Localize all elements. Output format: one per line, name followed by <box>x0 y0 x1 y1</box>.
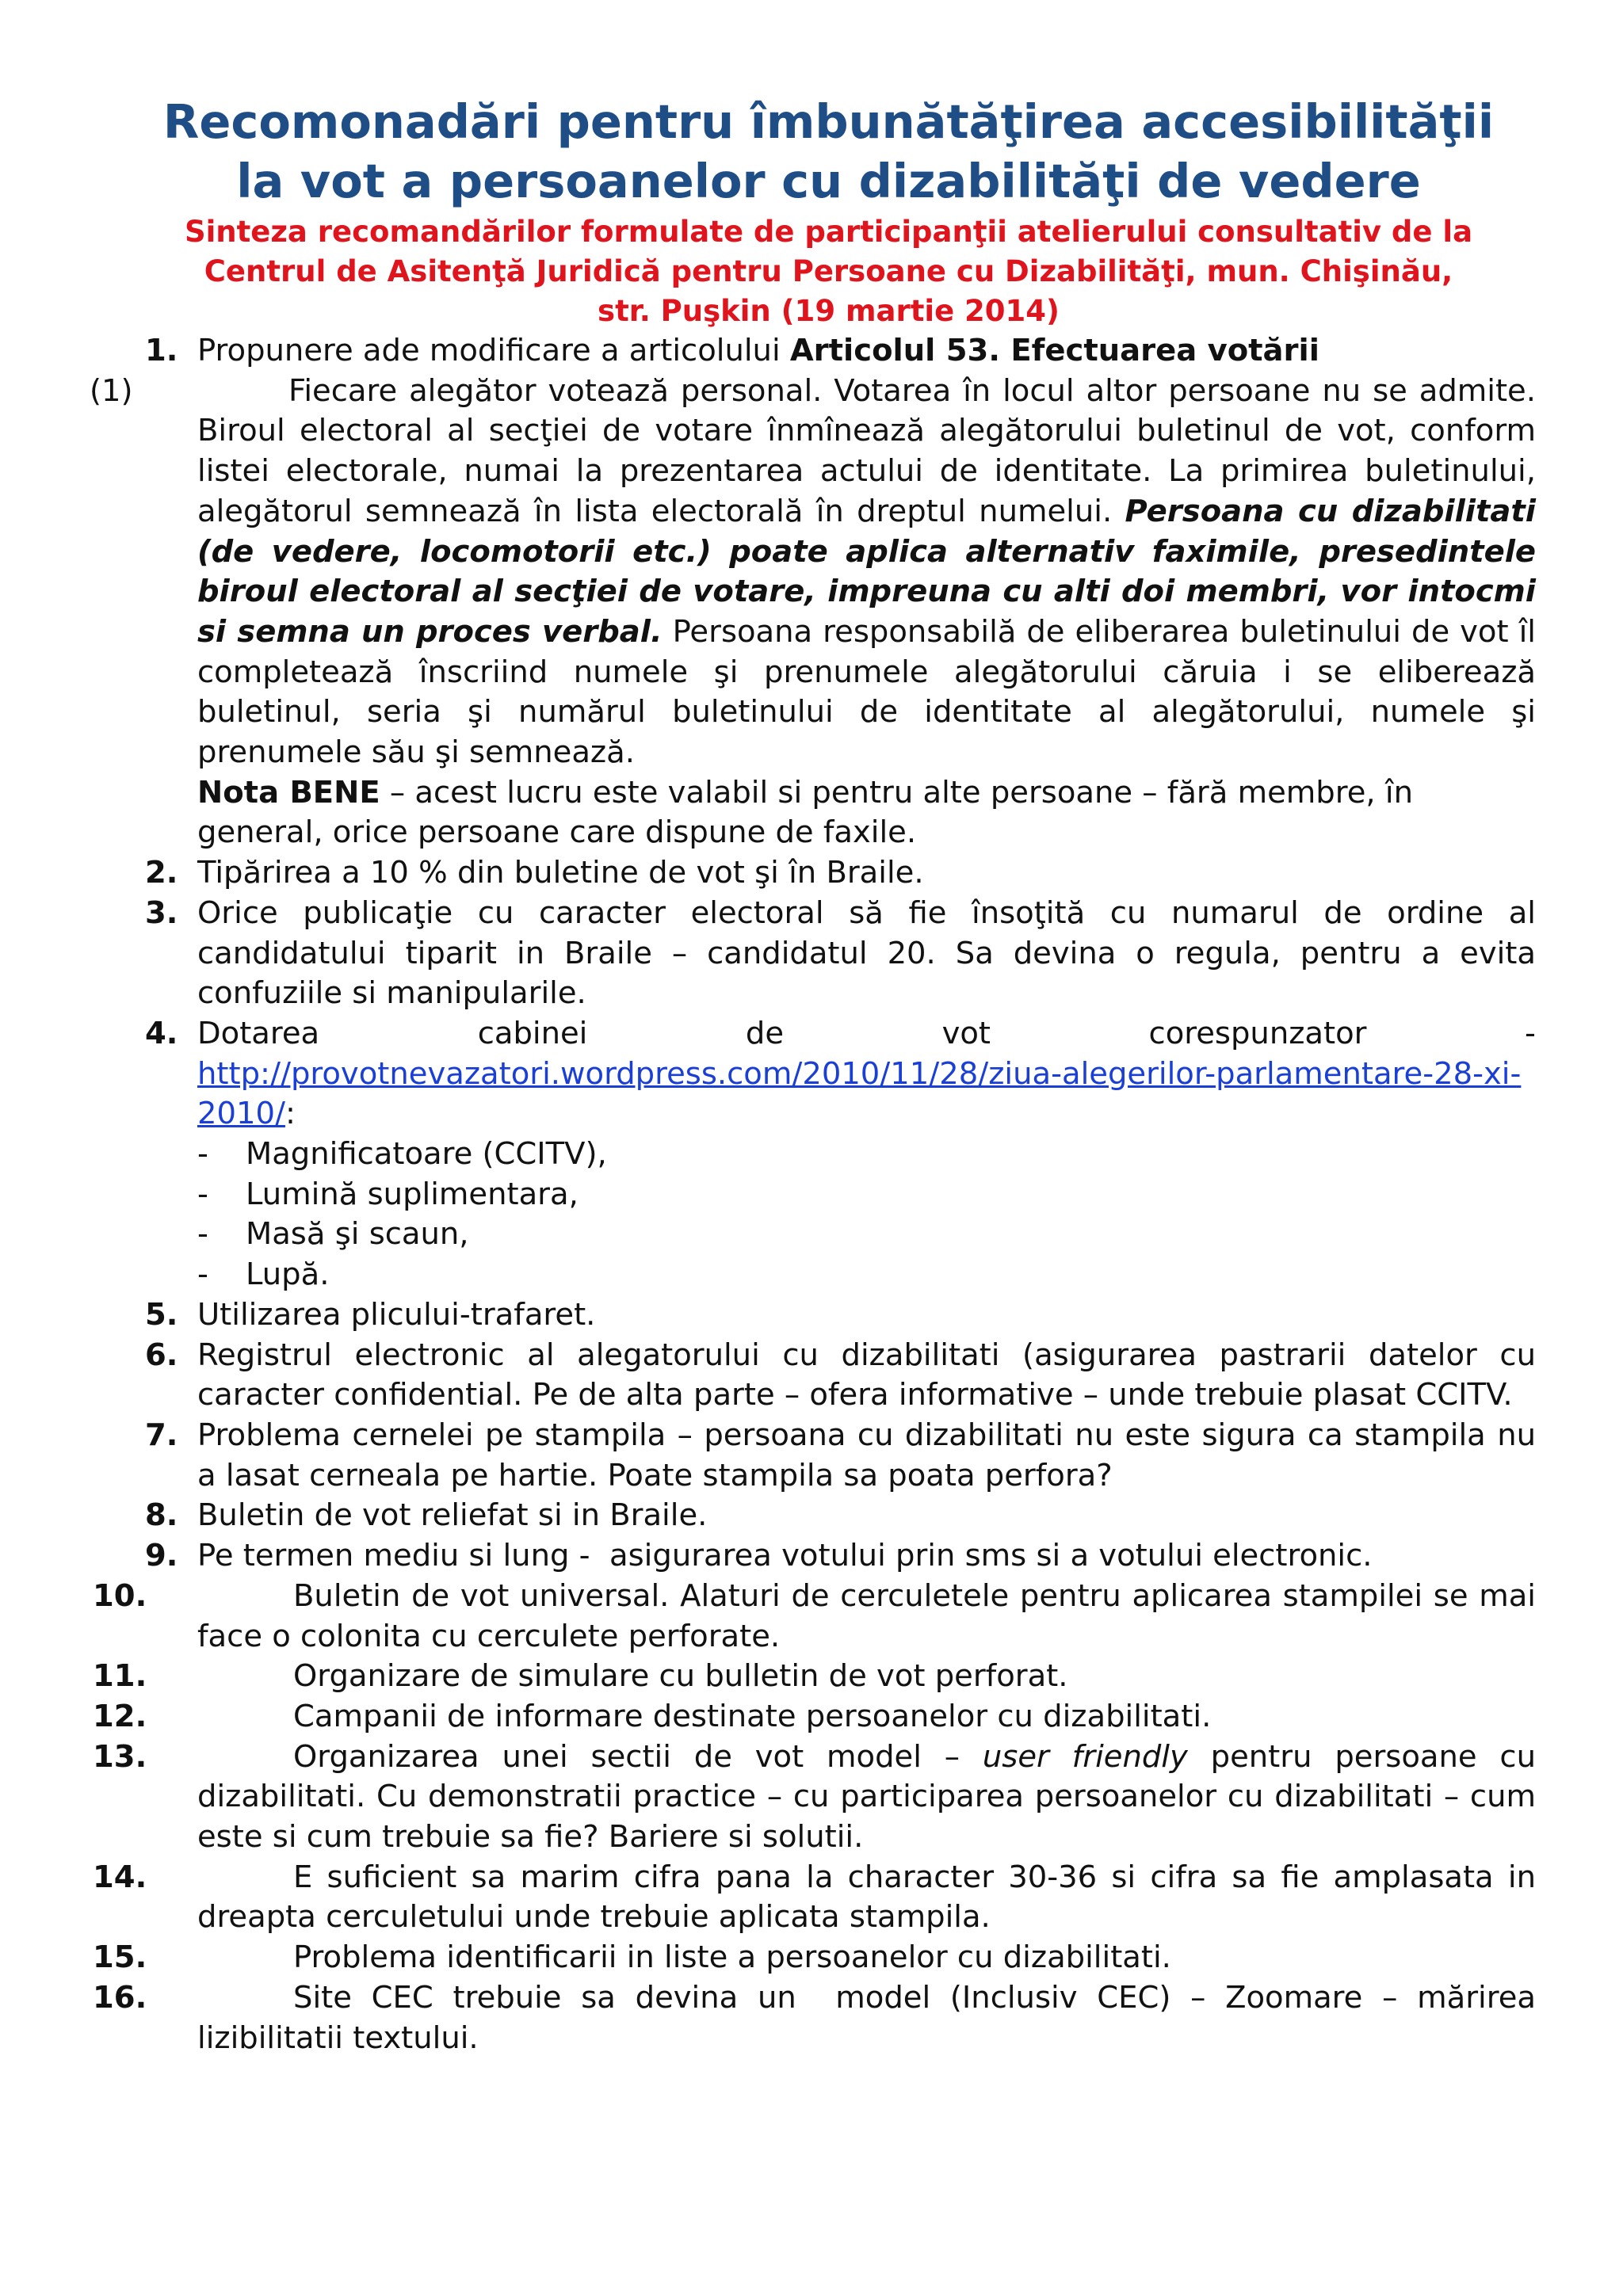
item-text: Site CEC trebuie sa devina un model (Inclusiv CEC) – Zoomare – mărirea lizibilitatii textului. <box>197 1979 1546 2056</box>
nota-text: – acest lucru este valabil si pentru alte persoane – fără membre, în general, orice persoane care dispune de faxile. <box>197 774 1413 851</box>
list-item-3 <box>145 894 1536 1014</box>
item-number: 6. <box>145 1337 178 1373</box>
dash-bullet: - <box>197 1136 208 1173</box>
list-item-4 <box>145 1014 1536 1135</box>
sub-item-lighting <box>145 1175 1536 1215</box>
sub-item-text: Lumină suplimentara, <box>246 1176 579 1212</box>
title-line-1: Recomonadări pentru îmbunătăţirea accesibilităţii <box>162 94 1495 149</box>
item-text: Tipărirea a 10 % din buletine de vot şi în Braile. <box>197 855 924 891</box>
item-text: Organizare de simulare cu bulletin de vot perforat. <box>293 1658 1068 1695</box>
item-number: 11. <box>93 1658 147 1695</box>
item-text: Campanii de informare destinate persoanelor cu dizabilitati. <box>293 1698 1212 1734</box>
item-number: 15. <box>93 1939 147 1976</box>
list-item-16 <box>93 1978 1546 2058</box>
item-number: 14. <box>93 1859 147 1895</box>
dash-bullet: - <box>197 1257 208 1293</box>
item-number: 16. <box>93 1979 147 2016</box>
item-text: Pe termen mediu si lung - asigurarea votului prin sms si a votului electronic. <box>197 1538 1373 1574</box>
list-item-9 <box>145 1536 1536 1577</box>
word: de <box>745 1015 785 1051</box>
list-item-15 <box>93 1938 1536 1978</box>
item-number: 13. <box>93 1738 147 1775</box>
article-text-b: Persoana responsabilă de eliberarea buletinului de vot îl completează înscriind numele şi prenumele alegătorului căruia i se eliberează buletinul, seria şi numărul buletinului de identitate al alegătorului, numele şi prenumele său şi semnează. <box>197 613 1536 771</box>
article-paragraph <box>90 372 1536 773</box>
subtitle-line-1: Sinteza recomandărilor formulate de participanţii atelierului consultativ de la <box>184 215 1473 249</box>
list-item-11 <box>93 1657 1536 1697</box>
nota-label: Nota BENE <box>197 774 380 810</box>
item-number: 1. <box>145 333 178 368</box>
provotnevazatori-link[interactable]: http://provotnevazatori.wordpress.com/2010/11/28/ziua-alegerilor-parlamentare-28-xi-2010/ <box>197 1055 1522 1132</box>
item-number: 9. <box>145 1538 178 1574</box>
article-number: (1) <box>90 372 133 409</box>
item-text: Problema identificarii in liste a persoanelor cu dizabilitati. <box>293 1939 1171 1976</box>
item-text: Utilizarea plicului-trafaret. <box>197 1296 596 1333</box>
sub-item-text: Masă şi scaun, <box>246 1216 469 1253</box>
word: corespunzator <box>1148 1015 1367 1051</box>
item-text-b: pentru persoane cu dizabilitati. Cu demonstratii practice – cu participarea persoanelor cu dizabilitati – cum este si cum trebuie sa fie? Bariere si solutii. <box>197 1738 1536 1855</box>
recommendations-list <box>90 331 1546 2058</box>
list-item-8 <box>145 1496 1536 1536</box>
list-item-5 <box>145 1295 1536 1336</box>
item-text-italic: user friendly <box>982 1738 1188 1775</box>
item-number: 5. <box>145 1296 178 1333</box>
link-colon: : <box>285 1096 296 1132</box>
item-text: E suficient sa marim cifra pana la character 30-36 si cifra sa fie amplasata in dreapta cerculetului unde trebuie aplicata stampila. <box>197 1859 1536 1936</box>
word: - <box>1525 1015 1536 1051</box>
word: cabinei <box>477 1015 588 1051</box>
item-number: 8. <box>145 1497 178 1534</box>
document-title <box>121 92 1536 211</box>
item-text-a: Organizarea unei sectii de vot model – <box>293 1738 983 1775</box>
subtitle-line-2: Centrul de Asitenţă Juridică pentru Persoane cu Dizabilităţi, mun. Chişinău, <box>204 254 1453 288</box>
dash-bullet: - <box>197 1176 208 1212</box>
list-item-12 <box>93 1697 1536 1737</box>
word: vot <box>941 1015 991 1051</box>
list-item-14 <box>93 1858 1536 1938</box>
nota-bene <box>145 773 1536 853</box>
article-text-a: Fiecare alegător votează personal. Votarea în locul altor persoane nu se admite. Biroul electoral al secţiei de votare înmînează alegătorului buletinul de vot, conform listei electorale, numai la prezentarea actului de identitate. La primirea buletinului, alegătorul semnează în lista electorală în dreptul numelui. <box>197 372 1536 529</box>
item-text: Registrul electronic al alegatorului cu dizabilitati (asigurarea pastrarii datelor cu caracter confidential. Pe de alta parte – ofera informative – unde trebuie plasat CCITV. <box>197 1337 1536 1413</box>
list-item-7 <box>145 1416 1536 1496</box>
item-4-link-line <box>197 1055 1536 1135</box>
item-number: 4. <box>145 1015 178 1051</box>
list-item-13 <box>93 1737 1536 1858</box>
item-number: 12. <box>93 1698 147 1734</box>
item-text: Propunere ade modificare a articolului <box>197 333 790 368</box>
item-4-first-line <box>197 1014 1536 1055</box>
article-proposal: Persoana cu dizabilitati (de vedere, locomotorii etc.) poate aplica alternativ faximile, presedintele biroul electoral al secţiei de votare, impreuna cu alti doi membri, vor intocmi si semna un proces verbal. <box>197 493 1536 650</box>
sub-item-table-chair <box>145 1215 1536 1255</box>
list-item-6 <box>145 1336 1536 1416</box>
title-line-2: la vot a persoanelor cu dizabilităţi de vedere <box>236 154 1421 208</box>
item-text: Buletin de vot universal. Alaturi de cerculetele pentru aplicarea stampilei se mai face o colonita cu cerculete perforate. <box>197 1577 1536 1654</box>
item-number: 7. <box>145 1417 178 1453</box>
list-item-10 <box>93 1577 1536 1657</box>
subtitle-line-3: str. Puşkin (19 martie 2014) <box>598 294 1060 328</box>
item-number: 10. <box>93 1577 147 1614</box>
dash-bullet: - <box>197 1216 208 1253</box>
list-item-1 <box>145 331 1536 372</box>
article-reference: Articolul 53. Efectuarea votării <box>789 333 1319 368</box>
item-text: Orice publicaţie cu caracter electoral să fie însoţită cu numarul de ordine al candidatului tiparit in Braile – candidatul 20. Sa devina o regula, pentru a evita confuziile si manipularile. <box>197 894 1536 1012</box>
sub-item-loupe <box>145 1255 1536 1295</box>
sub-item-text: Lupă. <box>246 1257 330 1293</box>
sub-item-magnifier <box>145 1135 1536 1175</box>
item-number: 2. <box>145 855 178 891</box>
document-subtitle <box>121 212 1536 331</box>
word: Dotarea <box>197 1015 320 1051</box>
item-text: Buletin de vot reliefat si in Braile. <box>197 1497 708 1534</box>
item-text: Problema cernelei pe stampila – persoana cu dizabilitati nu este sigura ca stampila nu a lasat cerneala pe hartie. Poate stampila sa poata perfora? <box>197 1417 1536 1493</box>
list-item-2 <box>145 853 1536 894</box>
sub-item-text: Magnificatoare (CCITV), <box>246 1136 607 1173</box>
item-number: 3. <box>145 894 178 931</box>
